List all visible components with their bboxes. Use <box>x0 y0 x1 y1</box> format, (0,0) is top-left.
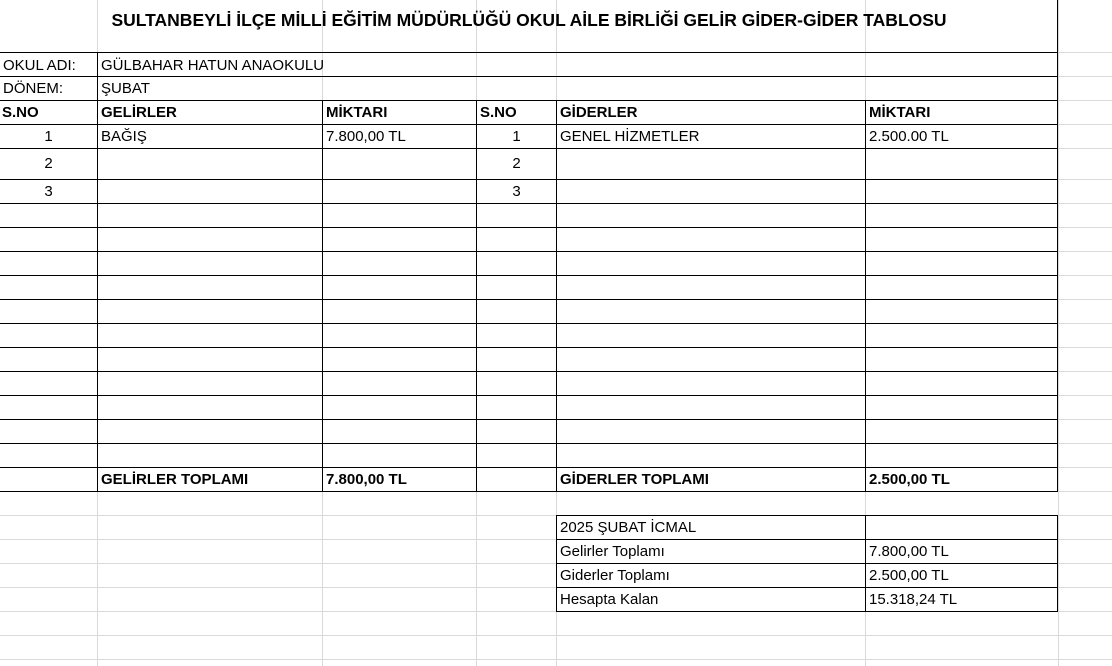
income-amount-1[interactable]: 7.800,00 TL <box>326 128 406 145</box>
period-label: DÖNEM: <box>3 80 63 97</box>
summary-expense-label: Giderler Toplamı <box>560 567 670 584</box>
summary-expense-value[interactable]: 2.500,00 TL <box>869 567 949 584</box>
school-label: OKUL ADI: <box>3 57 76 74</box>
expense-no-2[interactable]: 2 <box>512 155 521 172</box>
header-expenses: GİDERLER <box>560 104 638 121</box>
income-desc-1[interactable]: BAĞIŞ <box>101 128 147 145</box>
income-no-1[interactable]: 1 <box>44 128 53 145</box>
document-title: SULTANBEYLİ İLÇE MİLLİ EĞİTİM MÜDÜRLÜĞÜ OKUL AİLE BİRLİĞİ GELİR GİDER-GİDER TABLOSU <box>111 10 947 30</box>
header-sno-left: S.NO <box>2 104 39 121</box>
header-sno-right: S.NO <box>480 104 517 121</box>
summary-balance-value[interactable]: 15.318,24 TL <box>869 591 958 608</box>
header-amount-left: MİKTARI <box>326 104 388 121</box>
expense-no-1[interactable]: 1 <box>512 128 521 145</box>
expense-total-value[interactable]: 2.500,00 TL <box>869 471 950 488</box>
income-total-label: GELİRLER TOPLAMI <box>101 471 249 488</box>
summary-income-value[interactable]: 7.800,00 TL <box>869 543 949 560</box>
expense-total-label: GİDERLER TOPLAMI <box>560 471 709 488</box>
school-name[interactable]: GÜLBAHAR HATUN ANAOKULU <box>101 57 325 74</box>
expense-amount-1[interactable]: 2.500.00 TL <box>869 128 949 145</box>
expense-desc-1[interactable]: GENEL HİZMETLER <box>560 128 700 145</box>
summary-income-label: Gelirler Toplamı <box>560 543 665 560</box>
income-total-value[interactable]: 7.800,00 TL <box>326 471 407 488</box>
income-no-3[interactable]: 3 <box>44 183 53 200</box>
income-no-2[interactable]: 2 <box>44 155 53 172</box>
summary-title: 2025 ŞUBAT İCMAL <box>560 519 697 536</box>
header-incomes: GELİRLER <box>101 104 177 121</box>
expense-no-3[interactable]: 3 <box>512 183 521 200</box>
period-value[interactable]: ŞUBAT <box>101 80 150 97</box>
header-amount-right: MİKTARI <box>869 104 931 121</box>
summary-balance-label: Hesapta Kalan <box>560 591 659 608</box>
